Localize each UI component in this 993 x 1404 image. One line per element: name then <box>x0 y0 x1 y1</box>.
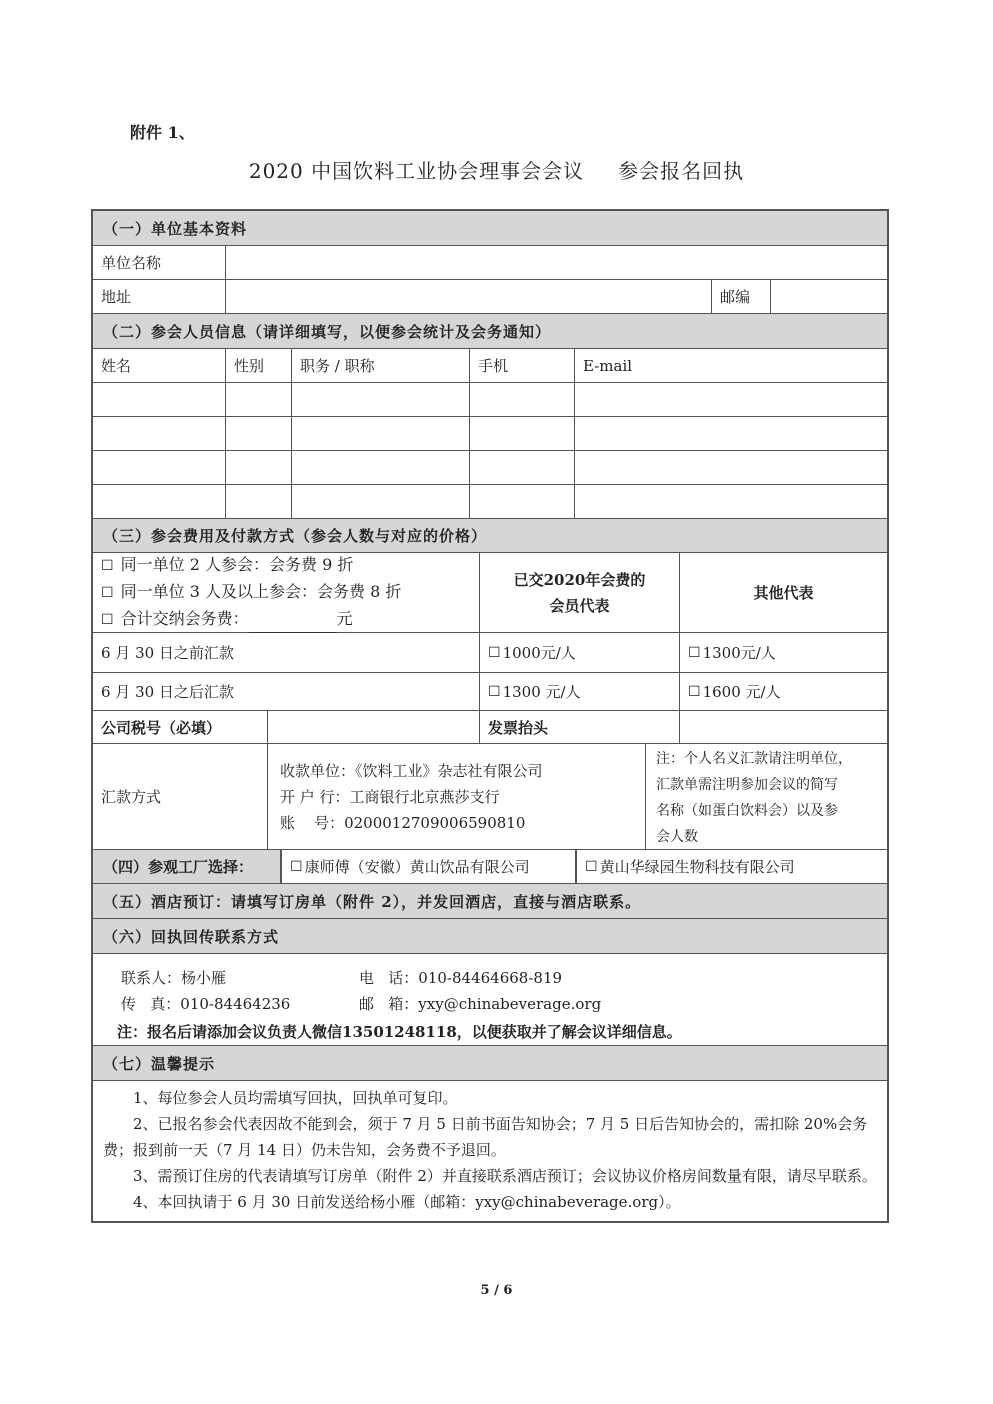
checkbox-icon[interactable]: ☐ <box>101 585 114 601</box>
fee-total-label: 合计交纳会务费： <box>120 609 249 628</box>
unit-name-row <box>93 246 887 280</box>
factory-option-1[interactable] <box>281 850 576 883</box>
fee-option-3[interactable] <box>101 606 353 633</box>
page-title <box>0 155 993 184</box>
contact-line-2 <box>121 990 887 1016</box>
name-field[interactable] <box>93 451 226 484</box>
address-field[interactable] <box>226 280 712 313</box>
attendee-row <box>93 383 887 417</box>
checkbox-icon[interactable]: ☐ <box>290 858 303 875</box>
section-4-row <box>93 850 887 884</box>
attendee-row <box>93 485 887 519</box>
fee-option-1[interactable] <box>101 552 353 579</box>
gender-field[interactable] <box>226 451 292 484</box>
section-7-header: （七）温馨提示 <box>93 1046 887 1081</box>
attendee-row <box>93 417 887 451</box>
section-3-header: （三）参会费用及付款方式（参会人数与对应的价格） <box>93 519 887 553</box>
contact-email: 邮 箱：yxy@chinabeverage.org <box>359 994 602 1013</box>
gender-field[interactable] <box>226 485 292 518</box>
title-field[interactable] <box>292 451 470 484</box>
checkbox-icon[interactable]: ☐ <box>488 683 501 700</box>
member-rep-header <box>480 553 680 632</box>
after-deadline-label: 6 月 30 日之后汇款 <box>93 673 480 710</box>
remittance-note-l4: 会人数 <box>656 829 698 845</box>
tip-4: 4、本回执请于 6 月 30 日前发送给杨小雁（邮箱：yxy@chinabeverage.org）。 <box>133 1193 681 1211</box>
email-field[interactable] <box>575 417 887 450</box>
after-deadline-row <box>93 673 887 711</box>
fee-option-2[interactable] <box>101 579 401 606</box>
unit-name-label: 单位名称 <box>93 246 226 279</box>
remittance-label: 汇款方式 <box>93 744 268 849</box>
tip-2: 2、已报名参会代表因故不能到会，须于 7 月 5 日前书面告知协会；7 月 5 日后告知协会的，需扣除 20%会务费；报到前一天（7 月 14 日）仍未告知，会务费不予退回。 <box>103 1115 868 1159</box>
email-field[interactable] <box>575 485 887 518</box>
section-6-header: （六）回执回传联系方式 <box>93 919 887 954</box>
before-deadline-row <box>93 633 887 673</box>
col-email: E-mail <box>583 356 633 375</box>
bank: 开 户 行：工商银行北京燕莎支行 <box>280 787 500 806</box>
name-field[interactable] <box>93 383 226 416</box>
contact-person: 联系人：杨小雁 <box>121 968 227 987</box>
tip-3: 3、需预订住房的代表请填写订房单（附件 2）并直接联系酒店预订；会议协议价格房间数量有限，请尽早联系。 <box>133 1167 877 1185</box>
title-field[interactable] <box>292 485 470 518</box>
section-5-header: （五）酒店预订：请填写订房单（附件 2），并发回酒店，直接与酒店联系。 <box>93 884 887 919</box>
tax-invoice-row <box>93 711 887 744</box>
postcode-label: 邮编 <box>712 280 771 313</box>
tip-1: 1、每位参会人员均需填写回执，回执单可复印。 <box>133 1089 458 1107</box>
col-gender: 性别 <box>226 349 292 382</box>
title-field[interactable] <box>292 417 470 450</box>
tax-id-field[interactable] <box>268 711 480 743</box>
fee-option-2-label: 同一单位 3 人及以上参会：会务费 8 折 <box>120 582 402 601</box>
checkbox-icon[interactable]: ☐ <box>688 683 701 700</box>
col-name: 姓名 <box>93 349 226 382</box>
gender-field[interactable] <box>226 383 292 416</box>
wechat-reminder: 注：报名后请添加会议负责人微信13501248118，以便获取并了解会议详细信息。 <box>117 1022 682 1041</box>
col-mobile: 手机 <box>470 349 575 382</box>
after-member-price-text: 1300 元/人 <box>502 683 581 701</box>
before-deadline-label: 6 月 30 日之前汇款 <box>93 633 480 672</box>
member-rep-header-l2: 会员代表 <box>549 596 610 615</box>
remittance-note <box>646 744 887 849</box>
invoice-title-label: 发票抬头 <box>480 711 680 743</box>
contact-line-1 <box>121 964 887 990</box>
address-row <box>93 280 887 314</box>
mobile-field[interactable] <box>470 383 575 416</box>
title-field[interactable] <box>292 383 470 416</box>
remittance-details <box>268 744 646 849</box>
mobile-field[interactable] <box>470 451 575 484</box>
fee-option-1-label: 同一单位 2 人参会：会务费 9 折 <box>120 555 354 574</box>
section-2-header: （二）参会人员信息（请详细填写，以便参会统计及会务通知） <box>93 314 887 349</box>
contact-info <box>93 954 887 1046</box>
mobile-field[interactable] <box>470 417 575 450</box>
attachment-label: 附件 1、 <box>130 123 195 142</box>
fee-options-row <box>93 553 887 633</box>
col-title: 职务 / 职称 <box>292 349 470 382</box>
address-label: 地址 <box>93 280 226 313</box>
other-rep-header: 其他代表 <box>753 584 814 602</box>
remittance-row <box>93 744 887 850</box>
checkbox-icon[interactable]: ☐ <box>101 558 114 574</box>
factory-option-2-label: 黄山华绿园生物科技有限公司 <box>599 858 795 876</box>
after-member-price[interactable] <box>480 673 680 710</box>
member-rep-header-l1: 已交2020年会费的 <box>513 570 646 589</box>
email-field[interactable] <box>575 451 887 484</box>
name-field[interactable] <box>93 485 226 518</box>
before-member-price-text: 1000元/人 <box>502 644 576 662</box>
gender-field[interactable] <box>226 417 292 450</box>
fee-total-unit: 元 <box>336 609 353 628</box>
title-sub: 参会报名回执 <box>618 159 745 183</box>
title-main: 2020 中国饮料工业协会理事会会议 <box>248 159 585 183</box>
factory-option-1-label: 康师傅（安徽）黄山饮品有限公司 <box>304 858 530 876</box>
mobile-field[interactable] <box>470 485 575 518</box>
contact-fax: 传 真：010-84464236 <box>121 994 291 1013</box>
fee-total-blank[interactable] <box>249 616 337 633</box>
section-4-header: （四）参观工厂选择： <box>93 850 281 883</box>
remittance-note-l2: 汇款单需注明参加会议的简写 <box>656 777 838 793</box>
before-other-price-text: 1300元/人 <box>702 644 776 662</box>
name-field[interactable] <box>93 417 226 450</box>
remittance-note-l1: 注：个人名义汇款请注明单位， <box>656 751 852 767</box>
unit-name-field[interactable] <box>226 246 887 279</box>
after-other-price[interactable] <box>680 673 887 710</box>
page-number: 5 / 6 <box>480 1283 513 1298</box>
account-number: 账 号：0200012709006590810 <box>280 813 526 832</box>
attendee-header-row <box>93 349 887 383</box>
payee: 收款单位：《饮料工业》杂志社有限公司 <box>280 761 543 780</box>
checkbox-icon[interactable]: ☐ <box>488 644 501 661</box>
before-other-price[interactable] <box>680 633 887 672</box>
invoice-title-field[interactable] <box>680 711 887 743</box>
tips-body <box>93 1081 887 1221</box>
attendee-row <box>93 451 887 485</box>
checkbox-icon[interactable]: ☐ <box>101 612 114 628</box>
before-member-price[interactable] <box>480 633 680 672</box>
factory-option-2[interactable] <box>576 850 887 883</box>
postcode-field[interactable] <box>771 280 887 313</box>
contact-phone: 电 话：010-84464668-819 <box>359 968 563 987</box>
checkbox-icon[interactable]: ☐ <box>585 858 598 875</box>
registration-form <box>91 209 889 1223</box>
tax-id-label: 公司税号（必填） <box>93 711 268 743</box>
email-field[interactable] <box>575 383 887 416</box>
remittance-note-l3: 名称（如蛋白饮料会）以及参 <box>656 803 838 819</box>
fee-options <box>93 553 480 632</box>
after-other-price-text: 1600 元/人 <box>702 683 781 701</box>
checkbox-icon[interactable]: ☐ <box>688 644 701 661</box>
section-1-header: （一）单位基本资料 <box>93 211 887 246</box>
